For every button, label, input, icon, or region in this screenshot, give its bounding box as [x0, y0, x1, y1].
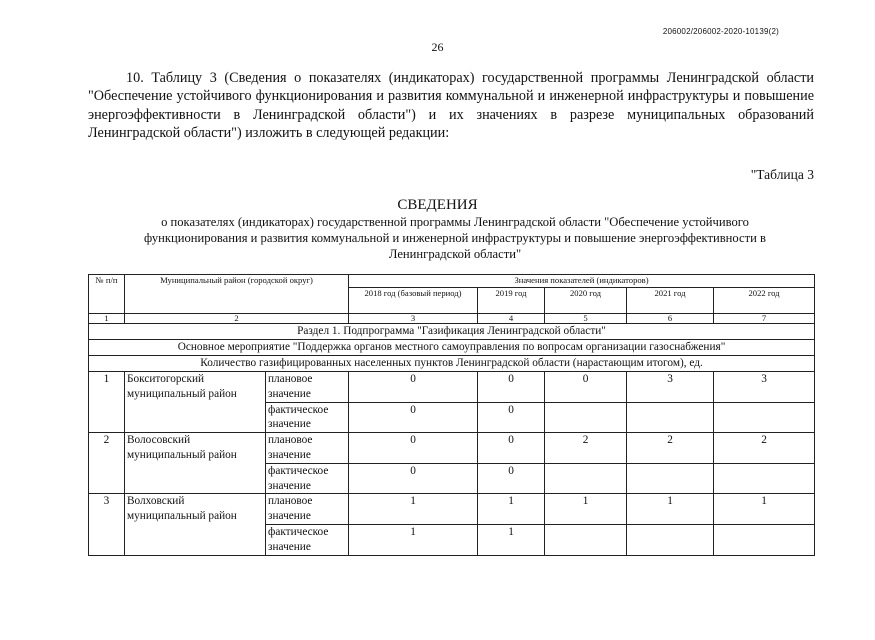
measure-title: Основное мероприятие "Поддержка органов местного самоуправления по вопросам организации газоснабжения"	[89, 340, 815, 356]
plan-value: 1	[478, 494, 545, 525]
indicators-table	[88, 274, 815, 556]
header-no: № п/п	[89, 275, 125, 314]
column-number: 2	[125, 314, 349, 324]
header-district: Муниципальный район (городской округ)	[125, 275, 349, 314]
plan-value: 1	[627, 494, 714, 525]
header-year-2019: 2019 год	[478, 288, 545, 314]
plan-value: 3	[627, 372, 714, 403]
plan-label: плановое значение	[266, 372, 349, 403]
row-number: 3	[89, 494, 125, 555]
measure-row	[89, 340, 815, 356]
column-number: 3	[349, 314, 478, 324]
fact-value	[545, 402, 627, 433]
intro-paragraph: 10. Таблицу 3 (Сведения о показателях (индикаторах) государственной программы Ленинградской области "Обеспечение устойчивого функционирования и развития коммунальной и инженерной инфраструктуры и повышение энергоэффективности в Ленинградской области") и их значениях в разрезе муниципальных образований Ленинградской области") изложить в следующей редакции:	[88, 70, 814, 142]
header-year-2021: 2021 год	[627, 288, 714, 314]
fact-value: 0	[478, 463, 545, 494]
fact-label: фактическое значение	[266, 402, 349, 433]
fact-value	[627, 402, 714, 433]
fact-value: 1	[349, 524, 478, 555]
document-id: 206002/206002-2020-10139(2)	[662, 27, 779, 36]
table-row	[89, 433, 815, 464]
table-subheading: о показателях (индикаторах) государственной программы Ленинградской области "Обеспечение устойчивого функционирования и развития коммунальной и инженерной инфраструктуры и повышение энергоэффективности в Ленинградской области"	[144, 215, 766, 261]
plan-value: 0	[545, 372, 627, 403]
fact-value: 0	[478, 402, 545, 433]
header-year-2020: 2020 год	[545, 288, 627, 314]
indicator-title: Количество газифицированных населенных пунктов Ленинградской области (нарастающим итогом), ед.	[89, 356, 815, 372]
header-row-1	[89, 275, 815, 288]
fact-value: 0	[349, 463, 478, 494]
fact-value: 0	[349, 402, 478, 433]
fact-value	[545, 524, 627, 555]
header-year-2018: 2018 год (базовый период)	[349, 288, 478, 314]
plan-value: 1	[714, 494, 815, 525]
plan-value: 0	[478, 433, 545, 464]
column-number-row	[89, 314, 815, 324]
fact-label: фактическое значение	[266, 524, 349, 555]
plan-value: 3	[714, 372, 815, 403]
fact-value	[627, 463, 714, 494]
plan-value: 0	[478, 372, 545, 403]
header-year-2022: 2022 год	[714, 288, 815, 314]
plan-value: 0	[349, 372, 478, 403]
plan-value: 2	[714, 433, 815, 464]
plan-value: 1	[349, 494, 478, 525]
fact-value	[714, 463, 815, 494]
row-number: 1	[89, 372, 125, 433]
table-caption-note: "Таблица 3	[750, 167, 814, 182]
header-values: Значения показателей (индикаторов)	[349, 275, 815, 288]
fact-label: фактическое значение	[266, 463, 349, 494]
section-title: Раздел 1. Подпрограмма "Газификация Ленинградской области"	[89, 324, 815, 340]
table-row	[89, 372, 815, 403]
plan-value: 2	[545, 433, 627, 464]
section-row	[89, 324, 815, 340]
row-number: 2	[89, 433, 125, 494]
plan-label: плановое значение	[266, 433, 349, 464]
fact-value	[545, 463, 627, 494]
fact-value	[714, 524, 815, 555]
column-number: 6	[627, 314, 714, 324]
district-name: Волосовский муниципальный район	[125, 433, 266, 494]
table-heading: СВЕДЕНИЯ	[397, 197, 478, 213]
fact-value	[714, 402, 815, 433]
page-number: 26	[431, 40, 444, 54]
column-number: 7	[714, 314, 815, 324]
fact-value: 1	[478, 524, 545, 555]
district-name: Бокситогорский муниципальный район	[125, 372, 266, 433]
column-number: 1	[89, 314, 125, 324]
column-number: 4	[478, 314, 545, 324]
table-row	[89, 494, 815, 525]
column-number: 5	[545, 314, 627, 324]
fact-value	[627, 524, 714, 555]
plan-value: 2	[627, 433, 714, 464]
plan-value: 0	[349, 433, 478, 464]
indicator-row	[89, 356, 815, 372]
plan-value: 1	[545, 494, 627, 525]
district-name: Волховский муниципальный район	[125, 494, 266, 555]
plan-label: плановое значение	[266, 494, 349, 525]
